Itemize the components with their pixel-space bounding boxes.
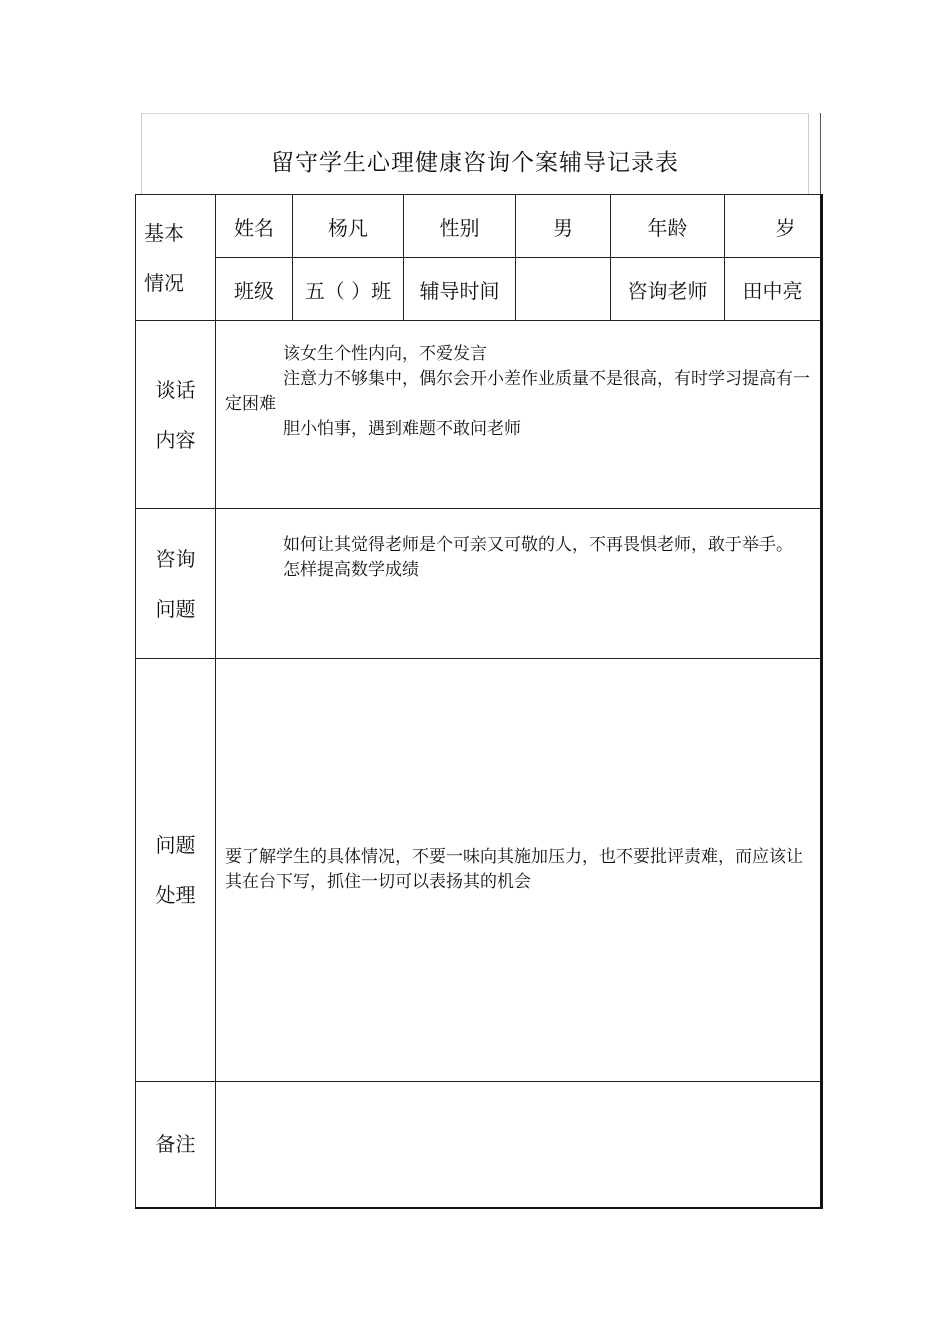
handle-content: 要了解学生的具体情况，不要一味向其施加压力，也不要批评责难，而应该让其在台下写，抓住一切可以表扬其的机会: [216, 659, 822, 1082]
ask-line-2: 怎样提高数学成绩: [283, 560, 419, 580]
age-unit: 岁: [775, 215, 796, 240]
remark-label: 备注: [136, 1082, 216, 1208]
handle-label: [136, 659, 216, 1082]
frame-edge-line: [820, 113, 821, 194]
class-value: 五（ ）班: [293, 258, 404, 321]
time-label: 辅导时间: [404, 258, 516, 321]
name-value: 杨凡: [293, 195, 404, 258]
time-value: [516, 258, 611, 321]
basic-label-line-1: 基本: [144, 220, 184, 245]
talk-content: [216, 321, 822, 509]
record-table: [135, 194, 823, 1209]
talk-label: [136, 321, 216, 509]
remark-content: [216, 1082, 822, 1208]
ask-label-line-2: 问题: [155, 596, 196, 621]
handle-label-line-1: 问题: [155, 833, 196, 857]
talk-row: [136, 321, 822, 509]
ask-row: [136, 509, 822, 659]
talk-line-3: 胆小怕事，遇到难题不敢问老师: [283, 419, 521, 439]
page-title: 留守学生心理健康咨询个案辅导记录表: [271, 150, 679, 176]
basic-row-1: [136, 195, 822, 258]
handle-label-line-2: 处理: [155, 883, 196, 907]
ask-content: [216, 509, 822, 659]
ask-label-line-1: 咨询: [155, 546, 196, 571]
age-label: 年龄: [611, 195, 725, 258]
ask-line-1: 如何让其觉得老师是个可亲又可敬的人，不再畏惧老师，敢于举手。: [283, 535, 793, 555]
teacher-value: 田中亮: [725, 258, 822, 321]
age-value: [725, 195, 822, 258]
talk-label-line-2: 内容: [155, 427, 196, 452]
basic-info-label: [136, 195, 216, 321]
remark-row: [136, 1082, 822, 1208]
handle-row: [136, 659, 822, 1082]
basic-row-2: [136, 258, 822, 321]
name-label: 姓名: [216, 195, 293, 258]
ask-label: [136, 509, 216, 659]
teacher-label: 咨询老师: [611, 258, 725, 321]
talk-line-1: 该女生个性内向，不爱发言: [283, 344, 487, 364]
gender-value: 男: [516, 195, 611, 258]
talk-label-line-1: 谈话: [155, 377, 196, 402]
gender-label: 性别: [404, 195, 516, 258]
class-label: 班级: [216, 258, 293, 321]
basic-label-line-2: 情况: [144, 270, 184, 295]
talk-line-2: 注意力不够集中，偶尔会开小差作业质量不是很高，有时学习提高有一定困难: [225, 369, 810, 414]
